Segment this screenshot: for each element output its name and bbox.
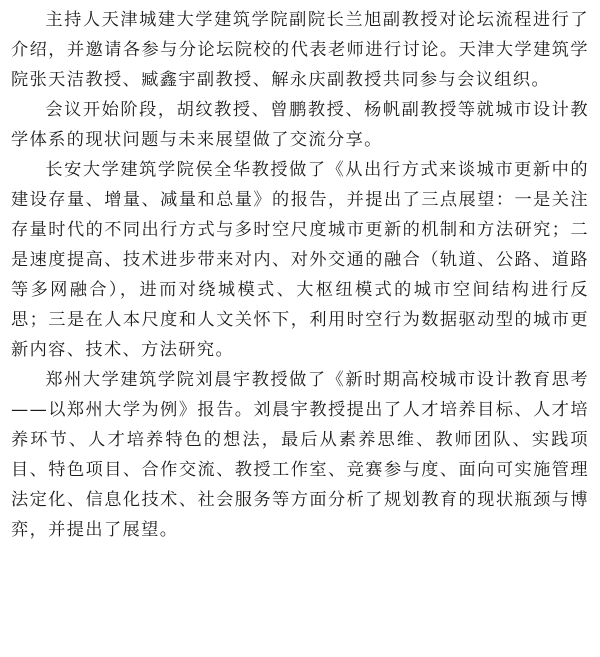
paragraph-zzu-report: 郑州大学建筑学院刘晨宇教授做了《新时期高校城市设计教育思考——以郑州大学为例》报告。刘晨宇教授提出了人才培养目标、人才培养环节、人才培养特色的想法，最后从素养思维、教师团队、实践项目、特色项目、合作交流、教授工作室、竞赛参与度、面向可实施管理法定化、信息化技术、社会服务等方面分析了规划教育的现状瓶颈与博弈，并提出了展望。 [11,370,589,540]
paragraph-opening-stage: 会议开始阶段，胡纹教授、曾鹏教授、杨帆副教授等就城市设计教学体系的现状问题与未来展望做了交流分享。 [11,100,589,150]
paragraph-moderator-intro: 主持人天津城建大学建筑学院副院长兰旭副教授对论坛流程进行了介绍，并邀请各参与分论坛院校的代表老师进行讨论。天津大学建筑学院张天洁教授、臧鑫宇副教授、解永庆副教授共同参与会议组织。 [11,10,589,90]
paragraph-chd-report: 长安大学建筑学院侯全华教授做了《从出行方式来谈城市更新中的建设存量、增量、减量和总量》的报告，并提出了三点展望：一是关注存量时代的不同出行方式与多时空尺度城市更新的机制和方法研究；二是速度提高、技术进步带来对内、对外交通的融合（轨道、公路、道路等多网融合），进而对绕城模式、大枢纽模式的城市空间结构进行反思；三是在人本尺度和人文关怀下，利用时空行为数据驱动型的城市更新内容、技术、方法研究。 [11,160,589,360]
article-body [11,5,589,545]
